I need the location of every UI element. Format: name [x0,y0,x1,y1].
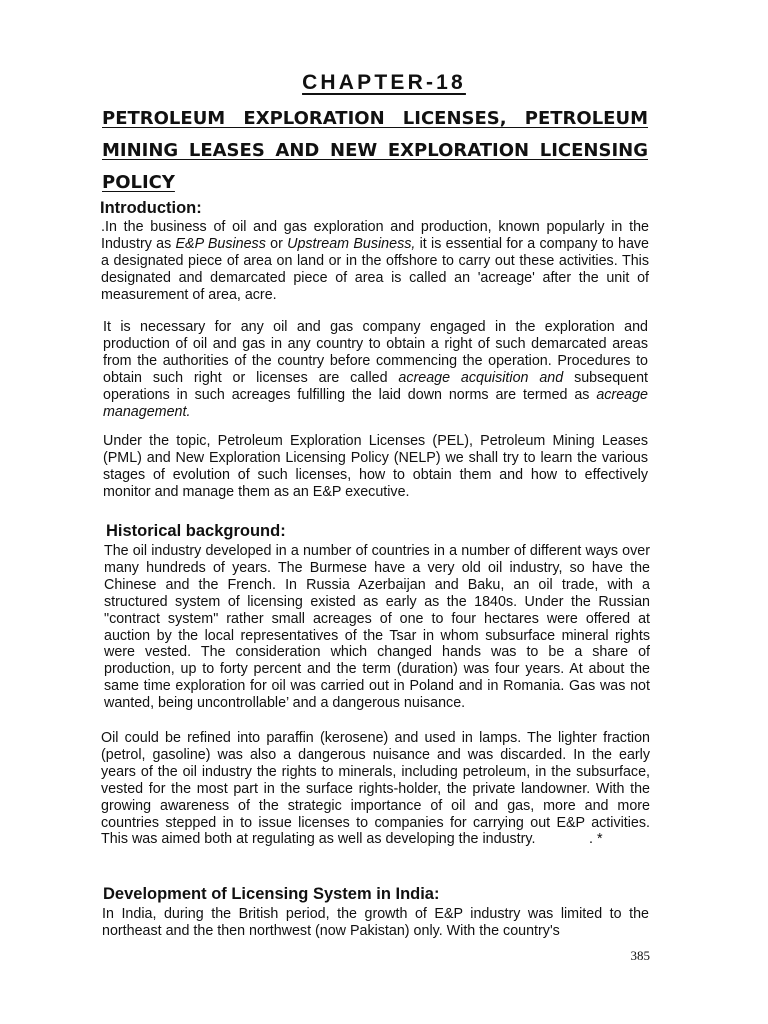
introduction-paragraph-1 [101,219,649,304]
historical-paragraph-1: The oil industry developed in a number of countries in a number of different ways over many hundreds of years. The Burmese have a very old oil industry, so have the Chinese and the French. In Russia Azerbaijan and Baku, an oil trade, with a structured system of licensing existed as early as the 1840s. Under the Russian "contract system" rather small acreages of one to four hectares were offered at auction by the local representatives of the Tsar in whom subsurface mineral rights were vested. The consideration which changed hands was to be a share of production, up to forty percent and the term (duration) was four years. At about the same time exploration for oil was carried out in Poland and in Romania. Gas was not wanted, being uncontrollable’ and a dangerous nuisance. [104,543,650,712]
introduction-heading: Introduction: [100,199,202,217]
text-run: or [265,235,288,252]
development-heading: Development of Licensing System in India: [103,885,440,903]
italic-term: acreage acquisition and [398,369,564,386]
italic-term: Upstream Business, [287,235,416,252]
text-run: subsequent operations in such acreages fulfilling the laid down norms are termed as [103,369,648,403]
historical-paragraph-2 [101,730,650,848]
text-run: it is essential for a company to have a designated piece of area on land or in the offshore to carry out these activities. This designated and demarcated piece of area is called an 'acreage' after the unit of measurement of area, acre. [101,235,649,303]
text-run: It is necessary for any oil and gas company engaged in the exploration and production of oil and gas in any country to obtain a right of such demarcated areas from the authorities of the country before commencing the operation. Procedures to obtain such right or licenses are called [103,319,648,386]
introduction-paragraph-3: Under the topic, Petroleum Exploration Licenses (PEL), Petroleum Mining Leases (PML) and New Exploration Licensing Policy (NELP) we shall try to learn the various stages of evolution of such licenses, how to obtain them and how to effectively monitor and manage them as an E&P executive. [103,433,648,500]
introduction-paragraph-2 [103,319,648,420]
italic-term: acreage management. [103,386,648,420]
italic-term: E&P Business [175,235,266,252]
historical-background-heading: Historical background: [106,522,286,540]
development-paragraph-1: In India, during the British period, the growth of E&P industry was limited to the northeast and the then northwest (now Pakistan) only. With the country's [102,906,649,939]
chapter-title: PETROLEUM EXPLORATION LICENSES, PETROLEUM MINING LEASES AND NEW EXPLORATION LICENSING POLICY [102,108,648,193]
text-run: .In the business of oil and gas exploration and production, known popularly in the Industry as [101,219,649,252]
chapter-heading: CHAPTER-18 [302,71,466,94]
text-run: Oil could be refined into paraffin (kerosene) and used in lamps. The lighter fraction (petrol, gasoline) was also a dangerous nuisance and was discarded. In the early years of the oil industry the rights to minerals, including petroleum, in the subsurface, vested for the most part in the surface rights-holder, the private landowner. With the growing awareness of the strategic importance of oil and gas, more and more countries stepped in to issue licenses to companies for carrying out E&P activities. This was aimed both at regulating as well as developing the industry. [101,730,650,848]
page-number: 385 [630,948,650,963]
stray-marks: . * [589,831,603,848]
